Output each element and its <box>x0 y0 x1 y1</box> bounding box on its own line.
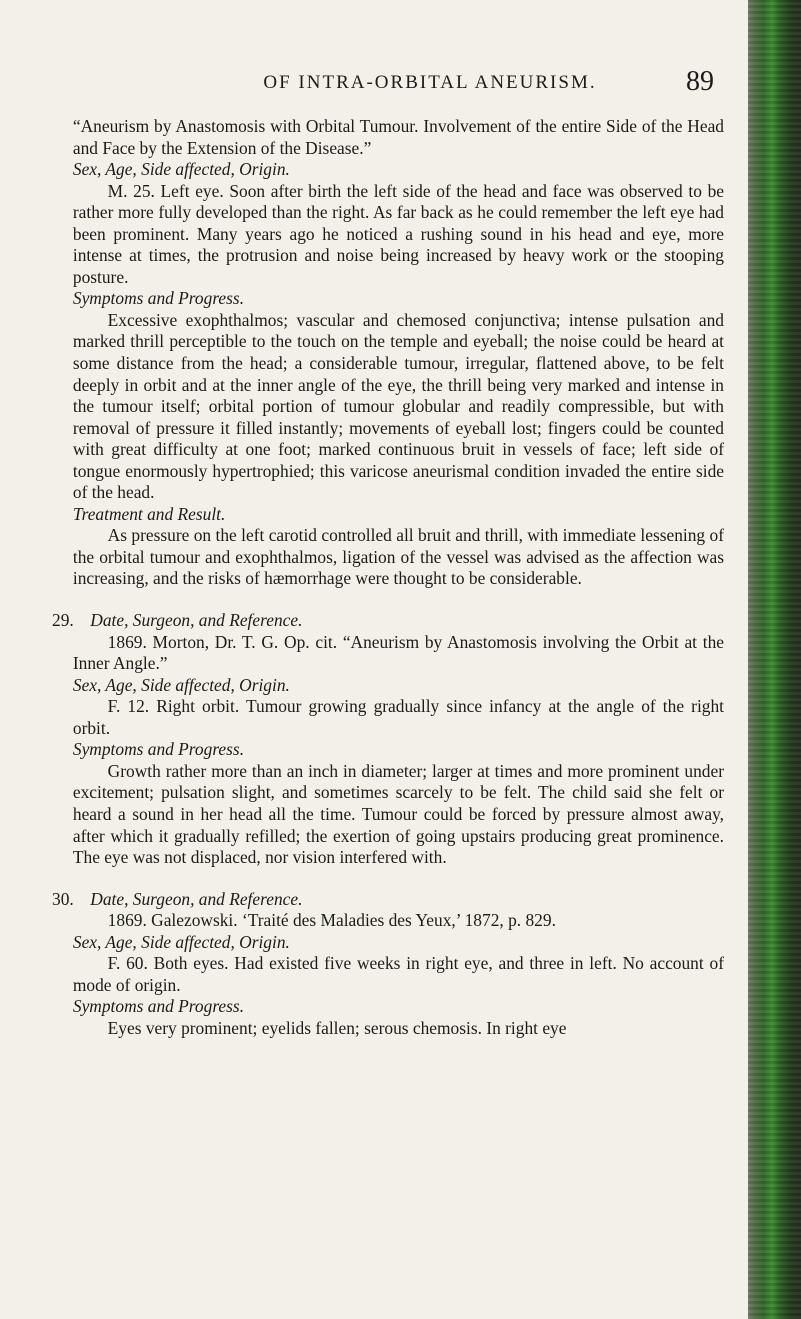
section-heading: Sex, Age, Side affected, Origin. <box>72 931 290 952</box>
paragraph: 1869. Galezowski. ‘Traité des Maladies des Yeux,’ 1872, p. 829. <box>107 910 556 931</box>
paragraph: F. 12. Right orbit. Tumour growing gradually since infancy at the angle of the right orbit. <box>72 696 724 738</box>
section-heading: Symptoms and Progress. <box>72 996 245 1017</box>
section-heading: Date, Surgeon, and Reference. <box>90 888 303 909</box>
paragraph: Eyes very prominent; eyelids fallen; serous chemosis. In right eye <box>107 1017 567 1038</box>
paragraph: Excessive exophthalmos; vascular and chemosed conjunctiva; intense pulsation and marked thrill perceptible to the touch on the temple and eyeball; the noise could be heard at some distance from the head; a considerable tumour, irregular, flattened above, to be felt deeply in orbit and at the inner angle of the eye, the thrill being very marked and intense in the tumour itself; orbital portion of tumour globular and readily compressible, but with removal of pressure it filled instantly; movements of eyeball lost; fingers could be counted with great difficulty at one foot; marked continuous bruit in vessels of face; left side of tongue enormously hypertrophied; this varicose aneurismal condition invaded the entire side of the head. <box>72 309 724 503</box>
paragraph: As pressure on the left carotid controlled all bruit and thrill, with immediate lessening of the orbital tumour and exophthalmos, ligation of the vessel was advised as the affection was increasing, and the risks of hæmorrhage were thought to be considerable. <box>72 525 724 589</box>
case-entry-29 <box>52 610 724 632</box>
page-body <box>52 116 724 1039</box>
case-number: 30. <box>52 888 74 909</box>
page-number: 89 <box>686 66 714 97</box>
paragraph: Growth rather more than an inch in diameter; larger at times and more prominent under excitement; pulsation slight, and sometimes scarcely to be felt. The child said she felt or heard a sound in her head all the time. Tumour could be forced by pressure almost away, after which it gradually refilled; the exertion of going upstairs producing great prominence. The eye was not displaced, nor vision interfered with. <box>72 760 724 868</box>
page-header <box>0 66 748 112</box>
paragraph: 1869. Morton, Dr. T. G. Op. cit. “Aneurism by Anastomosis involving the Orbit at the Inner Angle.” <box>72 631 724 674</box>
paragraph: F. 60. Both eyes. Had existed five weeks in right eye, and three in left. No account of mode of origin. <box>72 953 724 995</box>
section-heading: Symptoms and Progress. <box>72 288 245 309</box>
section-heading: Sex, Age, Side affected, Origin. <box>72 674 290 695</box>
book-binding-edge <box>748 0 801 1319</box>
paragraph: M. 25. Left eye. Soon after birth the left side of the head and face was observed to be rather more fully developed than the right. As far back as he could remember the left eye had been prominent. Many years ago he noticed a rushing sound in his head and eye, more intense at times, the protrusion and noise being increased by heavy work or the stooping posture. <box>72 180 724 287</box>
section-heading: Treatment and Result. <box>72 503 226 524</box>
case-number: 29. <box>52 610 74 631</box>
case-entry-30 <box>52 889 724 911</box>
running-head: OF INTRA-ORBITAL ANEURISM. <box>263 72 597 93</box>
section-heading: Sex, Age, Side affected, Origin. <box>72 159 290 180</box>
entry-title-continued: “Aneurism by Anastomosis with Orbital Tumour. Involvement of the entire Side of the Head and Face by the Extension of the Disease.” <box>72 116 724 158</box>
section-heading: Symptoms and Progress. <box>72 739 245 760</box>
section-heading: Date, Surgeon, and Reference. <box>90 610 303 631</box>
